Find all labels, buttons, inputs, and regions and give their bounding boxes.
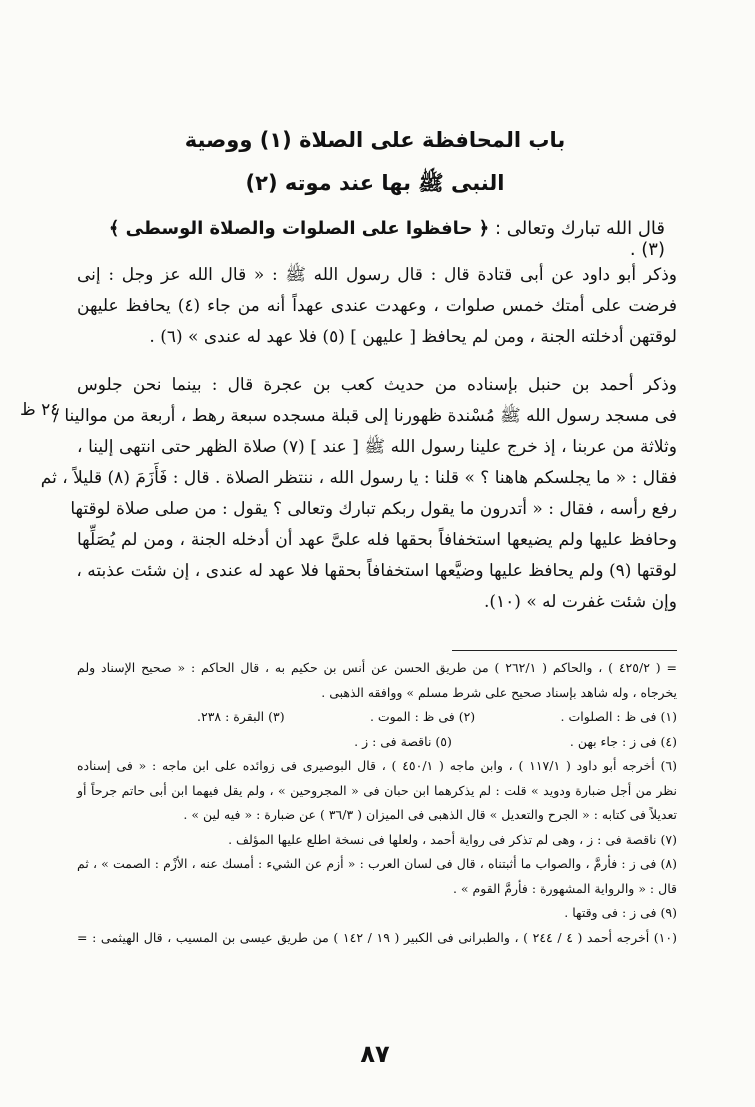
footnote-row (77, 730, 677, 755)
text-line: فقال : « ما يجلسكم هاهنا ؟ » قلنا : يا رسول الله ، ننتظر الصلاة . قال : فَأَزَمَ (٨) قليلاً ، ثم (40, 468, 677, 488)
footnote-2: (٢) فى ظ : الموت . (369, 709, 476, 724)
quran-intro: قال الله تبارك وتعالى : (494, 218, 665, 239)
quran-verse: ﴿ حافظوا على الصلوات والصلاة الوسطى ﴾ (108, 218, 490, 239)
footnote-6-line: نظر من أجل ضبارة ودويد » قلت : لم يذكرهما ابن حبان فى « المجروحين » ، ولم يقل فيهما ابن أبى حاتم جرحاً أو (77, 782, 677, 798)
chapter-heading-line1: باب المحافظة على الصلاة (١) ووصية (184, 128, 566, 152)
footnote-6-line: (٦) أخرجه أبو داود ( ١١٧/١ ) ، وابن ماجه ( ٤٥٠/١ ) ، قال البوصيرى فى زوائده على ابن ماجه : « فى إسناده (77, 758, 677, 773)
footnote-7: (٧) ناقصة فى : ز ، وهى لم تذكر فى رواية أحمد ، ولعلها فى نسخة اطلع عليها المؤلف . (228, 831, 677, 847)
manuscript-folio-marker: ٢٤ ظ (20, 400, 60, 420)
footnote-10: (١٠) أخرجه أحمد ( ٤ / ٢٤٤ ) ، والطبرانى فى الكبير ( ١٩ / ١٤٢ ) من طريق عيسى بن المسيب ، قال الهيثمى : = (77, 929, 677, 945)
text-line: وثلاثة من عربنا ، إذ خرج علينا رسول الله ﷺ [ عند ] (٧) صلاة الظهر حتى انتهى إلينا ، (77, 437, 677, 457)
footnote-9: (٩) فى ز : فى وقتها . (564, 905, 677, 920)
text-line: لوقتهن أدخلته الجنة ، ومن لم يحافظ [ عليهن ] (٥) فلا عهد له عندى » (٦) . (149, 327, 677, 347)
footnote-6-line: تعديلاً فى كتابه : « الجرح والتعديل » قال الذهبى فى الميزان ( ٣٦/٣ ) عن ضبارة : « فيه لين » . (183, 807, 677, 822)
text-line: فى مسجد رسول الله ﷺ مُسْندة ظهورنا إلى قبلة مسجده سبعة رهط ، أربعة من موالينا / (53, 406, 677, 426)
quran-citation (85, 218, 665, 260)
text-line: رفع رأسه ، فقال : « أتدرون ما يقول ربكم تبارك وتعالى ؟ يقول : من صلى صلاة لوقتها (70, 499, 677, 519)
text-line: وإن شئت غفرت له » (١٠). (483, 592, 677, 612)
text-line: وذكر أبو داود عن أبى قتادة قال : قال رسول الله ﷺ : « قال الله عز وجل : إنى (77, 265, 677, 285)
footnotes (77, 656, 677, 950)
footnote-8-line: قال : « والرواية المشهورة : فأرمَّ القوم » . (452, 880, 677, 896)
footnote-5: (٥) ناقصة فى : ز . (354, 733, 452, 749)
page-number: ٨٧ (360, 1040, 390, 1068)
quran-ref: (٣) . (629, 239, 665, 260)
footnote-8-line: (٨) فى ز : فأرمَّ ، والصواب ما أثبتناه ، قال فى لسان العرب : « أزم عن الشيء : أمسك عنه ، الأزْم : الصمت » ، ثم (77, 856, 677, 871)
text-line: فرضت على أمتك خمس صلوات ، وعهدت عندى عهداً أنه من جاء (٤) يحافظ عليهن (77, 296, 677, 316)
footnote-separator (452, 650, 677, 651)
text-line: وذكر أحمد بن حنبل بإسناده من حديث كعب بن عجرة قال : بينما نحن جلوس (77, 375, 677, 395)
footnote-row (77, 705, 677, 730)
footnote-3: (٣) البقرة : ٢٣٨. (197, 709, 285, 724)
footnote-continuation: = ( ٤٢٥/٢ ) ، والحاكم ( ٢٦٢/١ ) من طريق الحسن عن أنس بن حكيم به ، قال الحاكم : « صحيح الإسناد ولم (77, 660, 677, 675)
paragraph-abu-dawud (77, 260, 677, 353)
footnote-1: (١) فى ظ : الصلوات . (560, 709, 677, 724)
text-line: وحافظ عليها ولم يضيعها استخفافاً بحقها فله علىَّ عهد أن أدخله الجنة ، ومن لم يُصَلِّها (77, 530, 677, 550)
footnote-continuation: يخرجاه ، وله شاهد بإسناد صحيح على شرط مسلم » ووافقه الذهبى . (321, 684, 677, 700)
text-line: لوقتها (٩) ولم يحافظ عليها وضيَّعها استخفافاً بحقها فلا عهد له عندى ، إن شئت عذبته ، (76, 561, 677, 581)
footnote-4: (٤) فى ز : جاء بهن . (569, 733, 677, 749)
chapter-heading-line2: النبى ﷺ بها عند موته (٢) (245, 171, 505, 195)
